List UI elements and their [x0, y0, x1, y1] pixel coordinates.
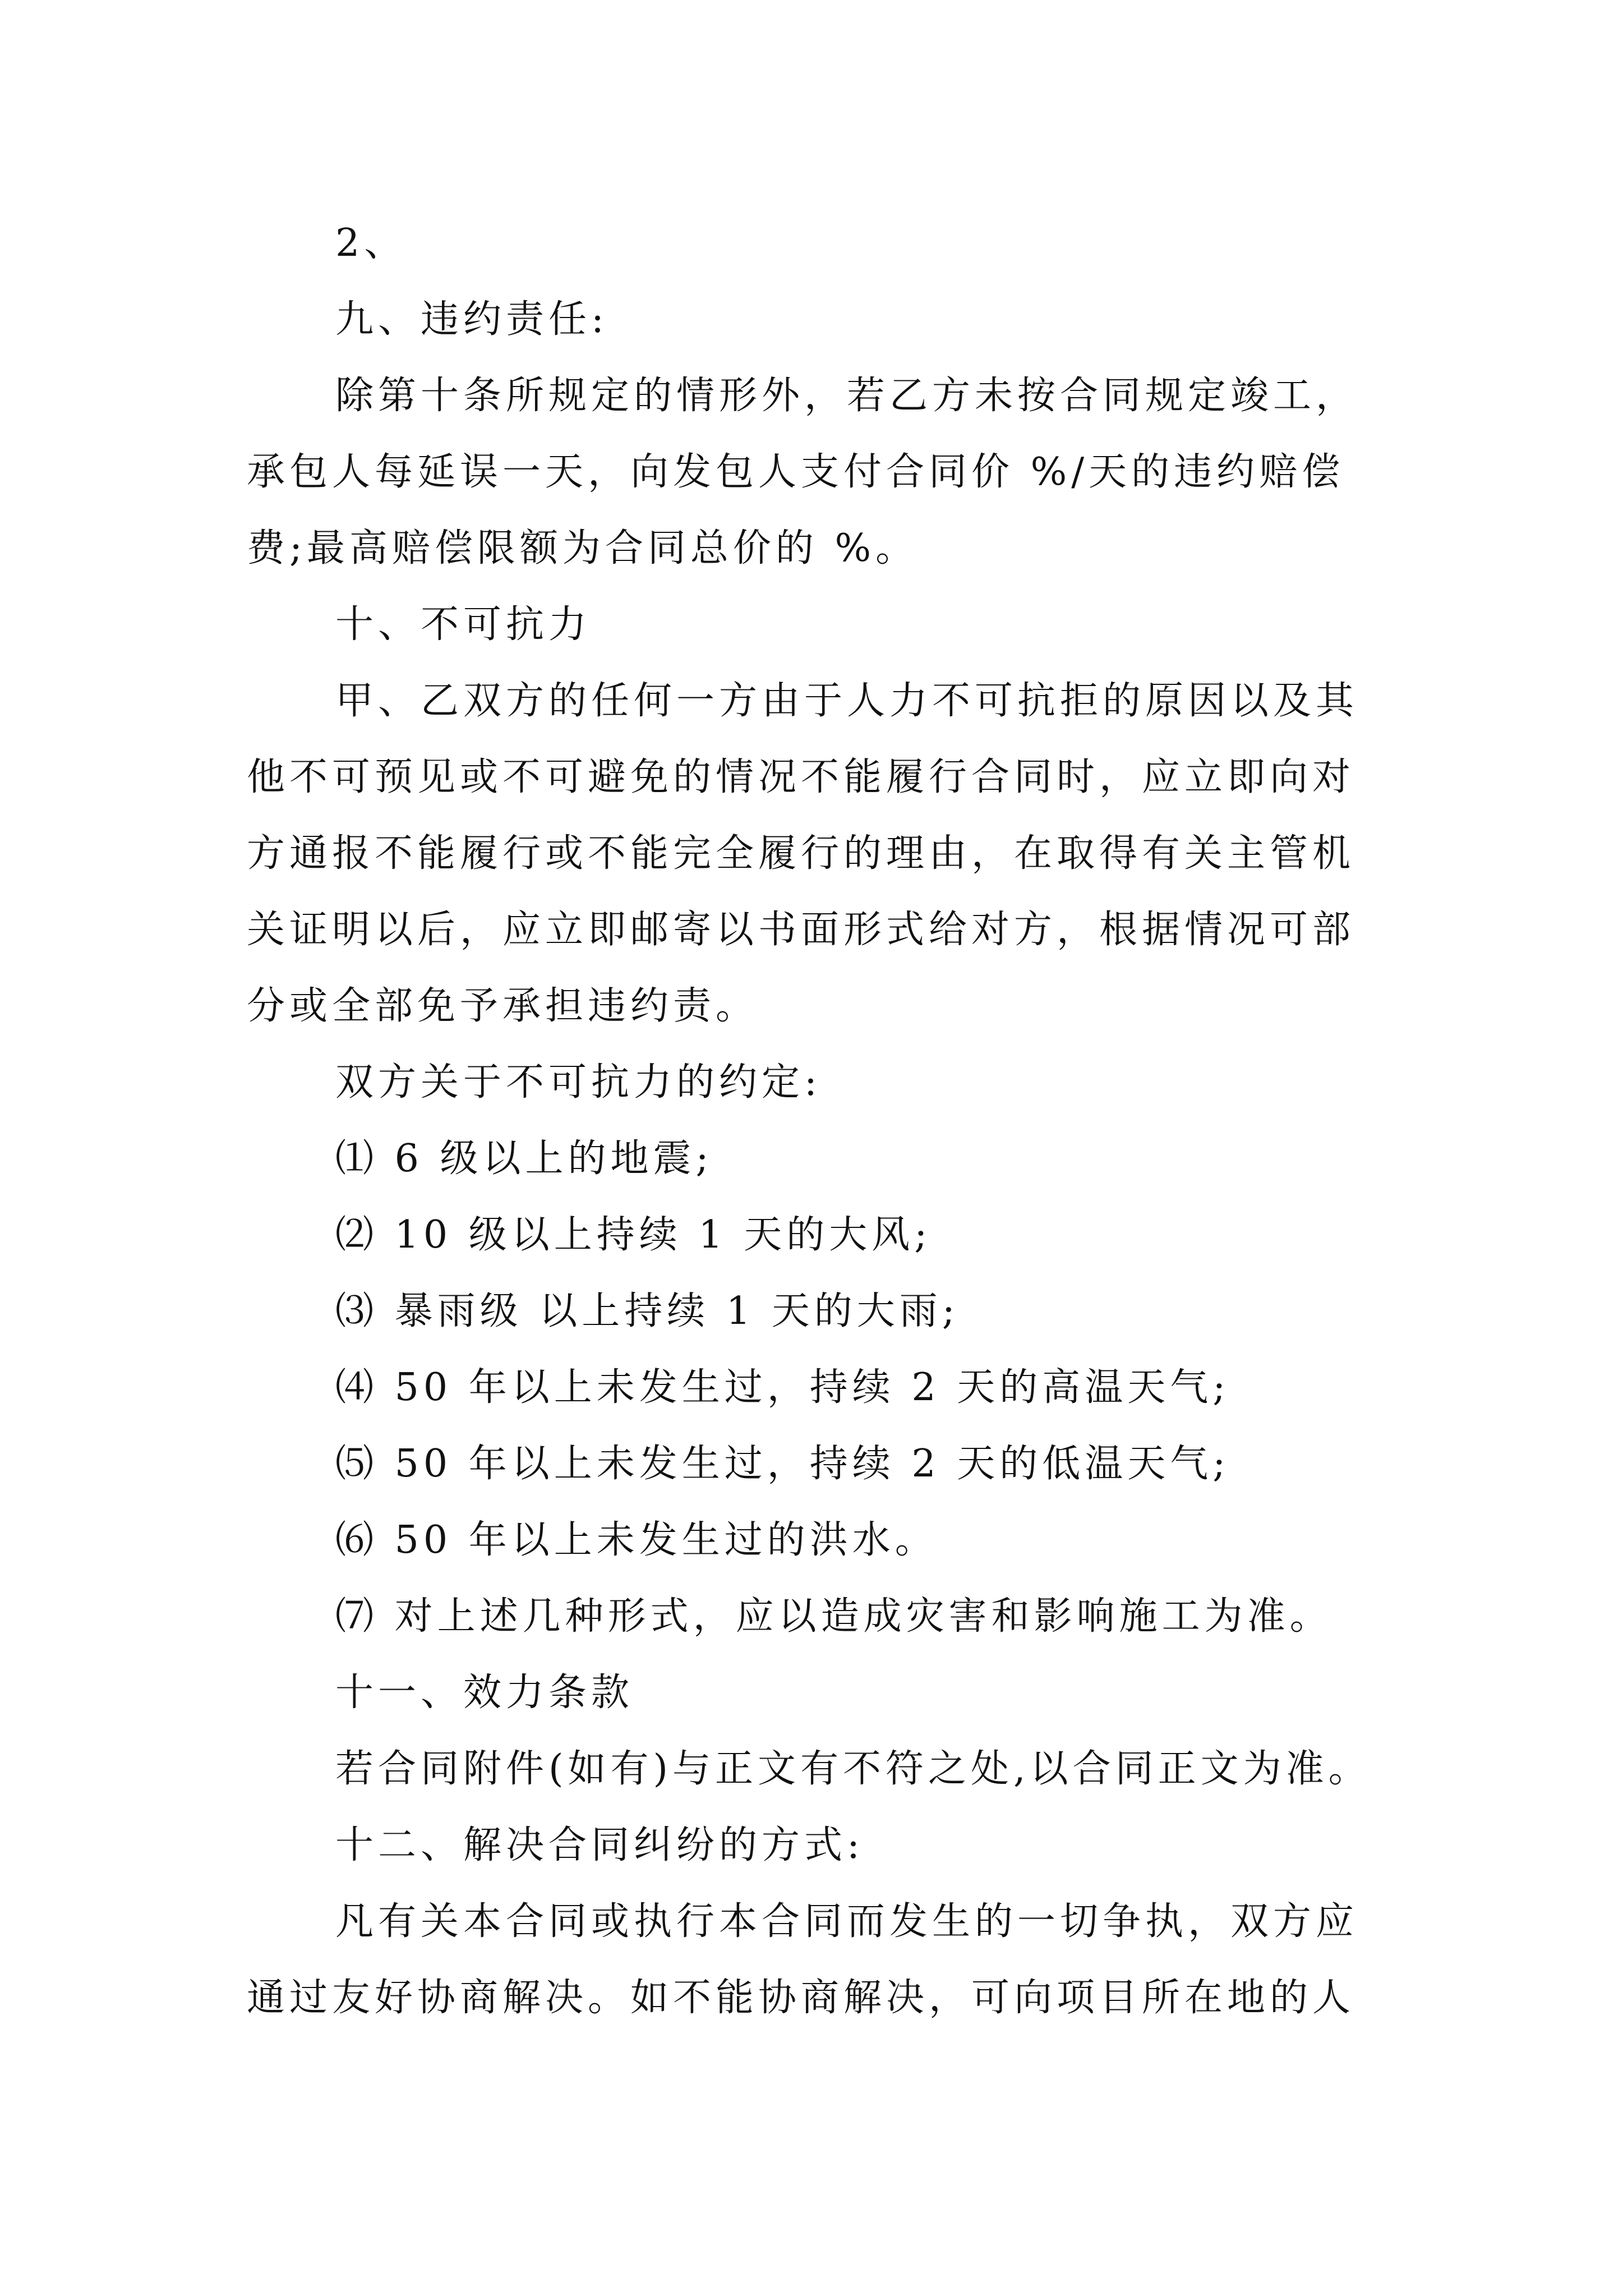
paragraph-line: 费;最高赔偿限额为合同总价的 %。: [247, 526, 919, 570]
list-item: ⑶ 暴雨级 以上持续 1 天的大雨;: [335, 1289, 960, 1333]
paragraph-line: 分或全部免予承担违约责。: [247, 984, 759, 1028]
paragraph-line: 关证明以后，应立即邮寄以书面形式给对方，根据情况可部: [247, 908, 1355, 952]
section-heading-10: 十、不可抗力: [335, 602, 592, 647]
section-heading-9: 九、违约责任:: [335, 297, 608, 342]
paragraph-line: 凡有关本合同或执行本合同而发生的一切争执，双方应: [335, 1899, 1359, 1944]
list-item: ⑷ 50 年以上未发生过，持续 2 天的高温天气;: [335, 1365, 1230, 1410]
paragraph-line: 除第十条所规定的情形外，若乙方未按合同规定竣工，: [335, 374, 1359, 418]
section-heading-11: 十一、效力条款: [335, 1671, 634, 1715]
paragraph-line: 承包人每延误一天，向发包人支付合同价 %/天的违约赔偿: [247, 450, 1345, 494]
section-heading-12: 十二、解决合同纠纷的方式:: [335, 1823, 864, 1867]
paragraph-line: 方通报不能履行或不能完全履行的理由，在取得有关主管机: [247, 831, 1355, 876]
paragraph-line: 双方关于不可抗力的约定:: [335, 1060, 822, 1105]
paragraph-line: 通过友好协商解决。如不能协商解决，可向项目所在地的人: [247, 1976, 1355, 2020]
list-item: ⑸ 50 年以上未发生过，持续 2 天的低温天气;: [335, 1442, 1230, 1486]
list-number: 2、: [335, 221, 407, 265]
paragraph-line: 若合同附件(如有)与正文有不符之处,以合同正文为准。: [335, 1747, 1371, 1791]
paragraph-line: 甲、乙双方的任何一方由于人力不可抗拒的原因以及其: [335, 679, 1359, 723]
list-item: ⑹ 50 年以上未发生过的洪水。: [335, 1518, 938, 1562]
paragraph-line: 他不可预见或不可避免的情况不能履行合同时，应立即向对: [247, 755, 1355, 799]
list-item: ⑴ 6 级以上的地震;: [335, 1137, 713, 1181]
list-item: ⑺ 对上述几种形式，应以造成灾害和影响施工为准。: [335, 1594, 1332, 1639]
list-item: ⑵ 10 级以上持续 1 天的大风;: [335, 1213, 932, 1257]
